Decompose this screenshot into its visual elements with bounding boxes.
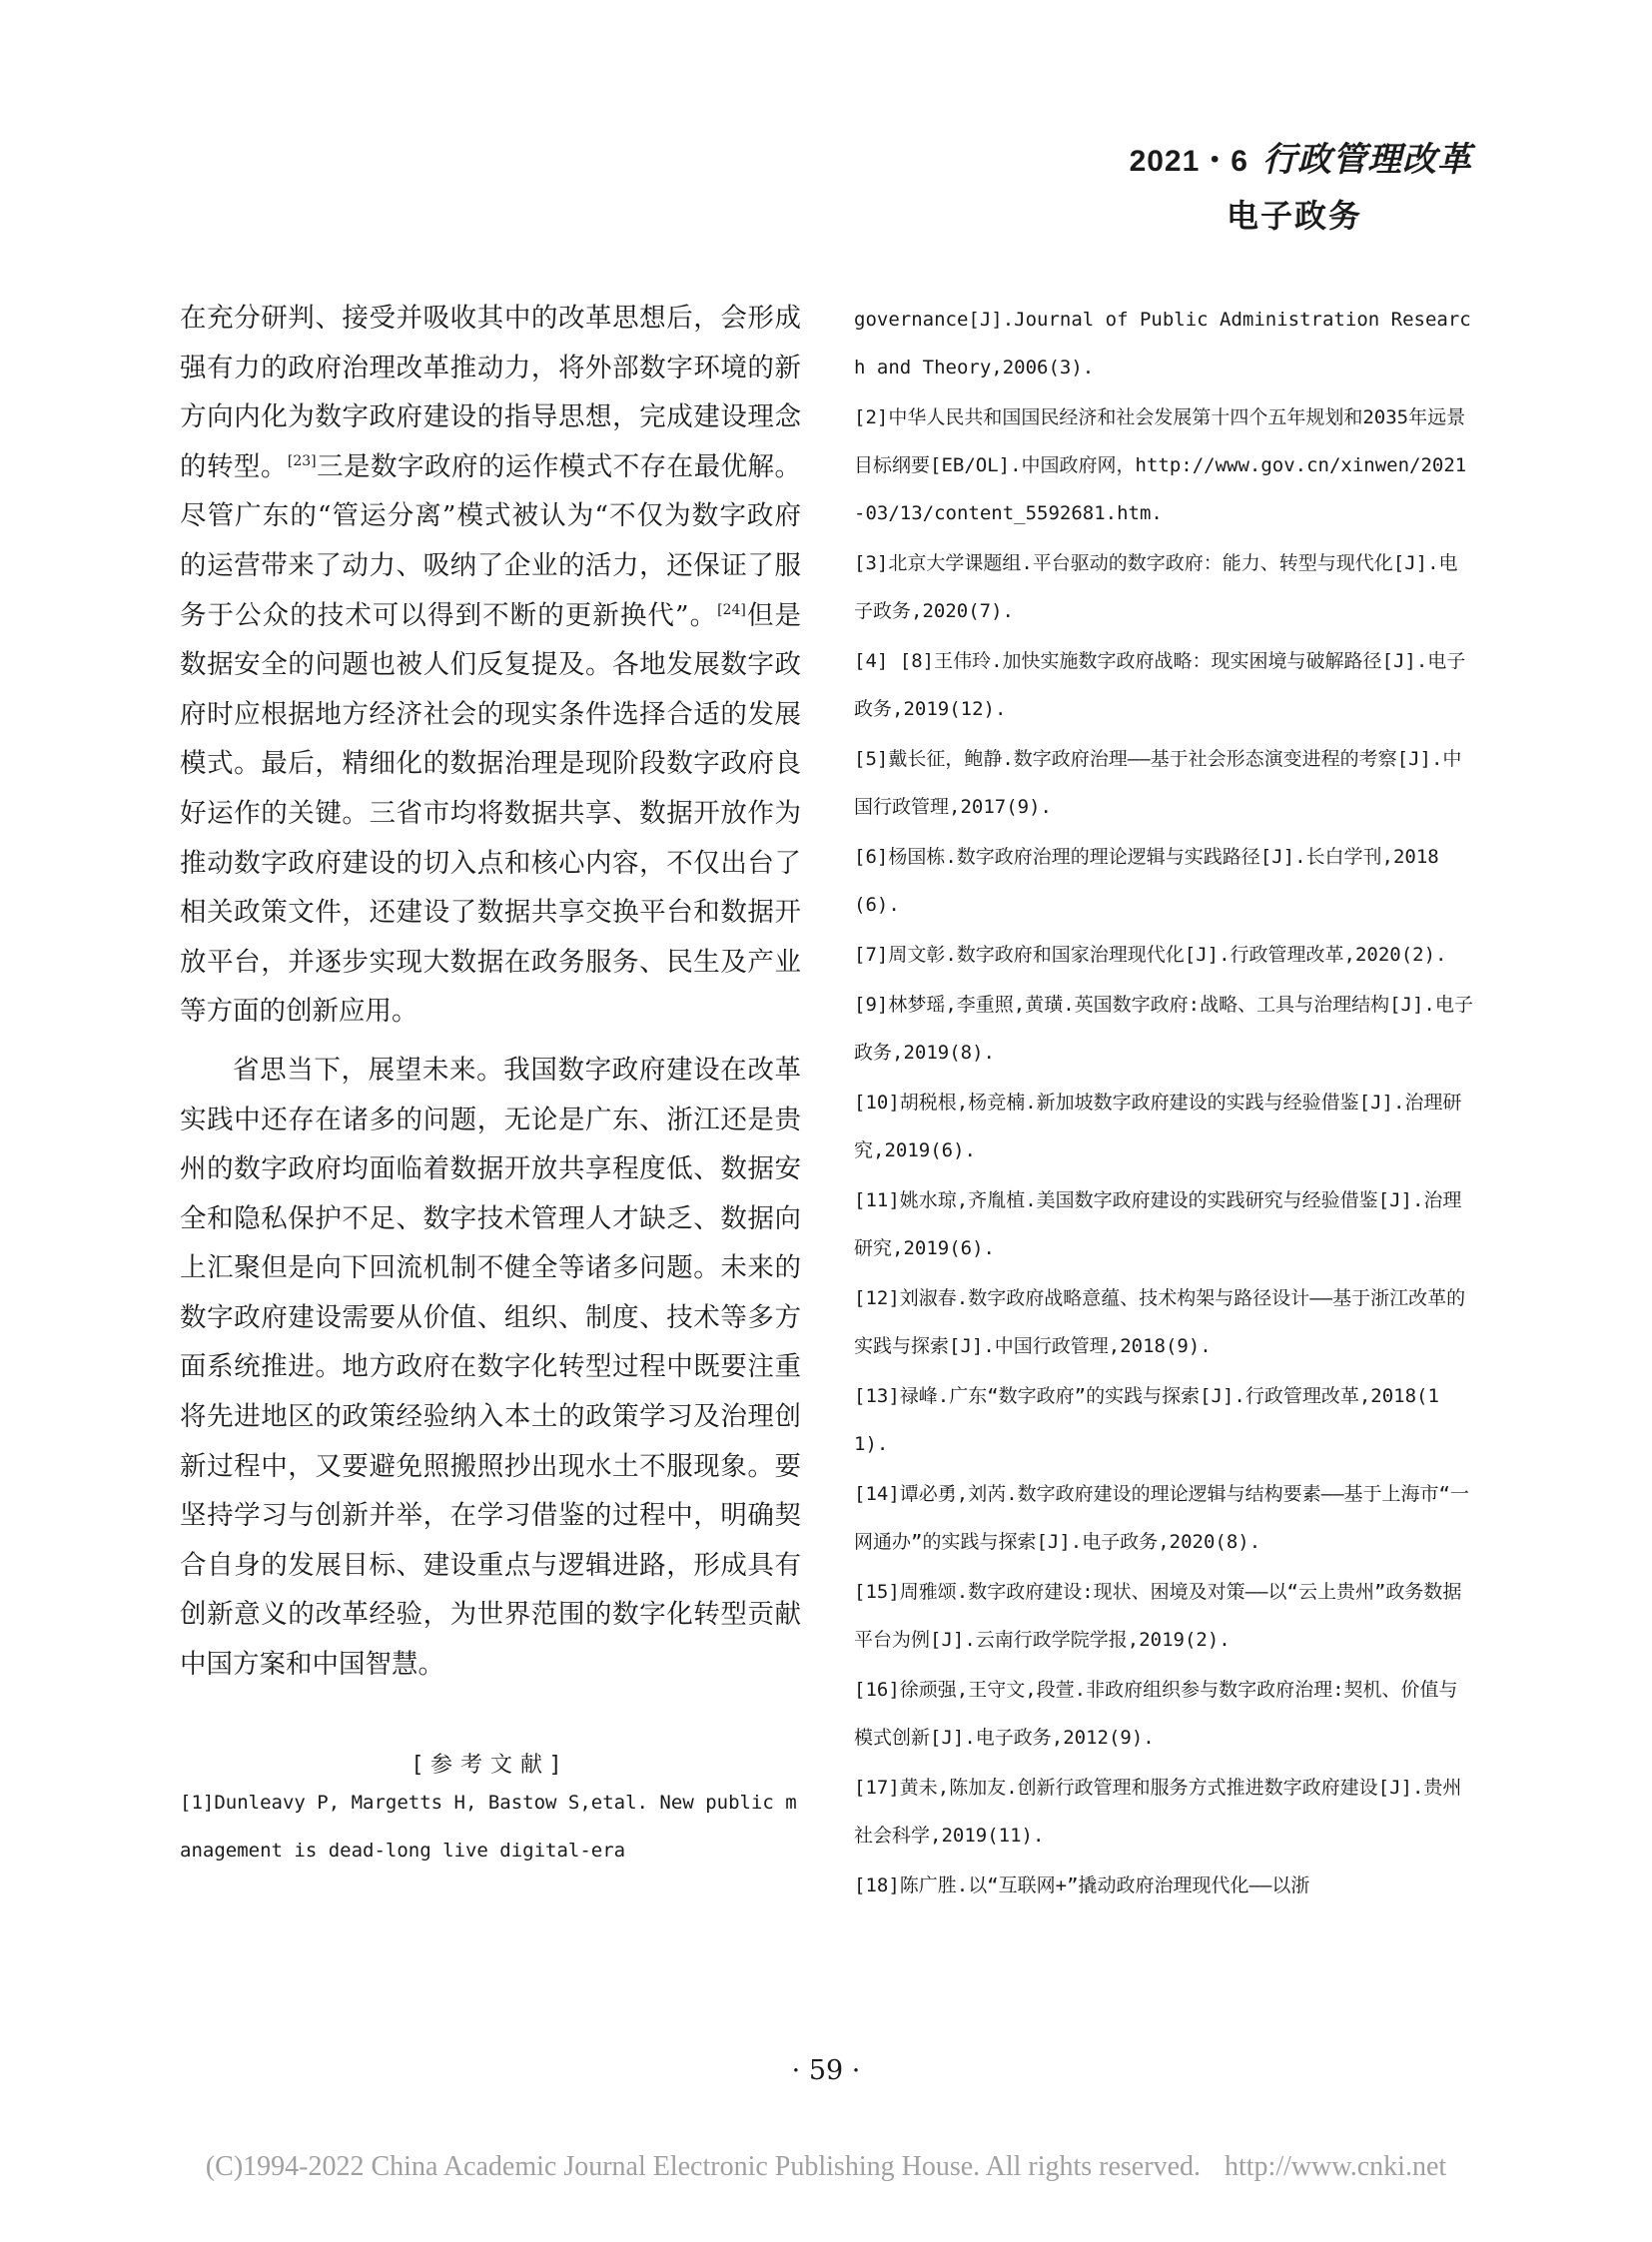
reference-item: [3]北京大学课题组.平台驱动的数字政府：能力、转型与现代化[J].电子政务,2020(7).	[854, 552, 1458, 622]
reference-item: [12]刘淑春.数字政府战略意蕴、技术构架与路径设计——基于浙江改革的实践与探索[J].中国行政管理,2018(9).	[854, 1287, 1466, 1357]
paragraph-text: 但是数据安全的问题也被人们反复提及。各地发展数字政府时应根据地方经济社会的现实条件选择合适的发展模式。最后，精细化的数据治理是现阶段数字政府良好运作的关键。三省市均将数据共享、数据开放作为推动数字政府建设的切入点和核心内容，不仅出台了相关政策文件，还建设了数据共享交换平台和数据开放平台，并逐步实现大数据在政务服务、民生及产业等方面的创新应用。	[180, 599, 801, 1028]
section-title: 电子政务	[1226, 197, 1362, 235]
reference-item: [11]姚水琼,齐胤植.美国数字政府建设的实践研究与经验借鉴[J].治理研究,2019(6).	[854, 1189, 1462, 1259]
left-column	[180, 294, 801, 1874]
reference-item: [6]杨国栋.数字政府治理的理论逻辑与实践路径[J].长白学刊,2018(6).	[854, 846, 1439, 916]
issue-line	[1130, 132, 1472, 181]
footer-url: http://www.cnki.net	[1225, 2151, 1447, 2182]
reference-item: [17]黄未,陈加友.创新行政管理和服务方式推进数字政府建设[J].贵州社会科学,2019(11).	[854, 1777, 1462, 1847]
reference-item: [2]中华人民共和国国民经济和社会发展第十四个五年规划和2035年远景目标纲要[EB/OL].中国政府网，http://www.gov.cn/xinwen/2021-03/13/content_5592681.htm.	[854, 406, 1467, 524]
citation: [24]	[717, 601, 746, 618]
citation: [23]	[287, 452, 317, 469]
issue-number: 2021・6	[1129, 145, 1248, 178]
paragraph-text: 在充分研判、接受并吸收其中的改革思想后，会形成强有力的政府治理改革推动力，将外部数字环境的新方向内化为数字政府建设的指导思想，完成建设理念的转型。	[180, 303, 801, 482]
copyright-text: (C)1994-2022 China Academic Journal Electronic Publishing House. All rights reserved.	[205, 2151, 1201, 2182]
page-header	[1130, 132, 1472, 237]
reference-item: [5]戴长征，鲍静.数字政府治理——基于社会形态演变进程的考察[J].中国行政管理,2017(9).	[854, 748, 1462, 818]
body-paragraph: 省思当下，展望未来。我国数字政府建设在改革实践中还存在诸多的问题，无论是广东、浙江还是贵州的数字政府均面临着数据开放共享程度低、数据安全和隐私保护不足、数字技术管理人才缺乏、数据向上汇聚但是向下回流机制不健全等诸多问题。未来的数字政府建设需要从价值、组织、制度、技术等多方面系统推进。地方政府在数字化转型过程中既要注重将先进地区的政策经验纳入本土的政策学习及治理创新过程中，又要避免照搬照抄出现水土不服现象。要坚持学习与创新并举，在学习借鉴的过程中，明确契合自身的发展目标、建设重点与逻辑进路，形成具有创新意义的改革经验，为世界范围的数字化转型贡献中国方案和中国智慧。	[180, 1054, 801, 1681]
right-column	[854, 296, 1473, 1909]
reference-item: [18]陈广胜.以“互联网+”撬动政府治理现代化——以浙	[854, 1874, 1310, 1896]
page-number: · 59 ·	[791, 2055, 861, 2086]
reference-item: [16]徐顽强,王守文,段萱.非政府组织参与数字政府治理:契机、价值与模式创新[J].电子政务,2012(9).	[854, 1679, 1458, 1749]
reference-item: [1]Dunleavy P, Margetts H, Bastow S,etal. New public management is dead-long live digital-era	[180, 1791, 797, 1862]
reference-item: [10]胡税根,杨竞楠.新加坡数字政府建设的实践与经验借鉴[J].治理研究,2019(6).	[854, 1092, 1462, 1161]
reference-item: [14]谭必勇,刘芮.数字政府建设的理论逻辑与结构要素——基于上海市“一网通办”的实践与探索[J].电子政务,2020(8).	[854, 1483, 1469, 1553]
reference-list-left	[180, 1779, 801, 1874]
journal-title: 行政管理改革	[1262, 140, 1472, 180]
body-paragraph	[180, 294, 801, 1037]
reference-item: governance[J].Journal of Public Administration Research and Theory,2006(3).	[854, 309, 1471, 378]
references-heading: [参考文献]	[413, 1752, 567, 1778]
reference-item: [7]周文彰.数字政府和国家治理现代化[J].行政管理改革,2020(2).	[854, 944, 1447, 966]
copyright-footer	[0, 2151, 1652, 2183]
reference-item: [15]周雅颂.数字政府建设:现状、困境及对策——以“云上贵州”政务数据平台为例[J].云南行政学院学报,2019(2).	[854, 1581, 1462, 1651]
paragraph-text: 三是数字政府的运作模式不存在最优解。尽管广东的“管运分离”模式被认为“不仅为数字政府的运营带来了动力、吸纳了企业的活力，还保证了服务于公众的技术可以得到不断的更新换代”。	[180, 450, 802, 631]
reference-item: [13]禄峰.广东“数字政府”的实践与探索[J].行政管理改革,2018(11).	[854, 1385, 1439, 1455]
reference-list-right	[854, 296, 1473, 1909]
reference-item: [9]林梦瑶,李重照,黄璜.英国数字政府:战略、工具与治理结构[J].电子政务,2019(8).	[854, 994, 1473, 1064]
reference-item: [4] [8]王伟玲.加快实施数字政府战略：现实困境与破解路径[J].电子政务,2019(12).	[854, 650, 1466, 720]
